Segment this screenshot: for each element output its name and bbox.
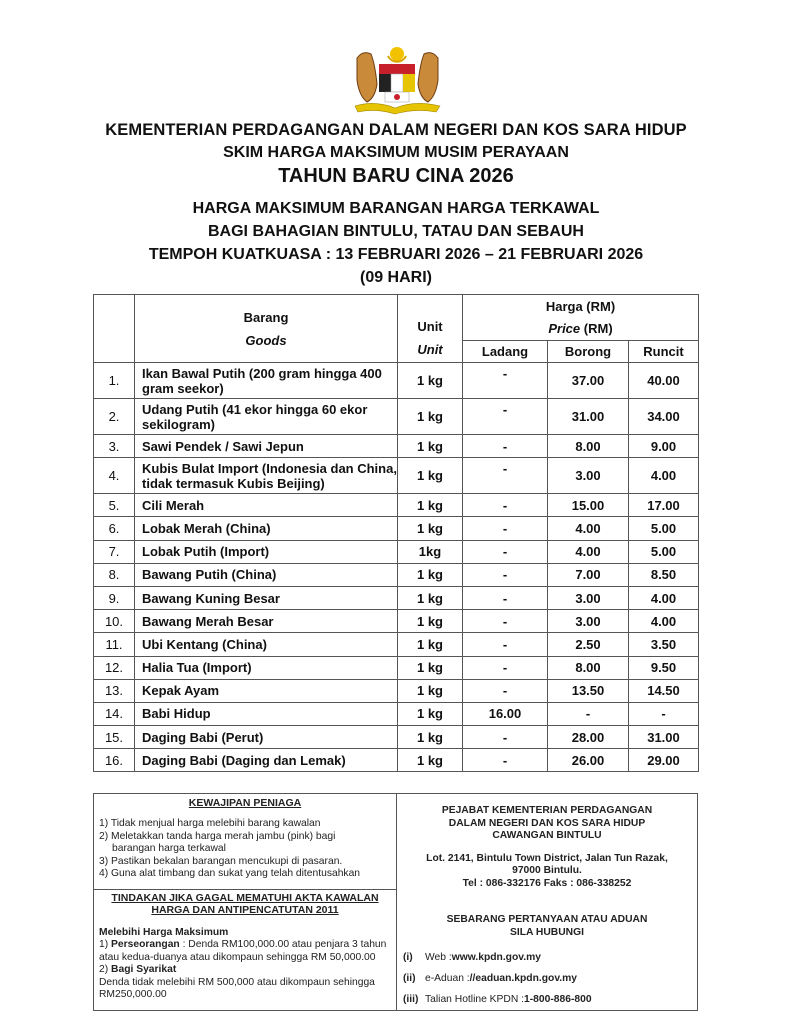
runcit-price: 5.00 bbox=[629, 540, 699, 563]
penalty-company bbox=[99, 964, 392, 977]
office-phone: Tel : 086-332176 Faks : 086-338252 bbox=[462, 877, 632, 889]
row-number: 3. bbox=[94, 435, 135, 458]
table-row bbox=[94, 610, 699, 633]
price-label: Harga (RM) bbox=[545, 298, 616, 314]
runcit-price: 8.50 bbox=[629, 563, 699, 586]
penalties-section bbox=[94, 889, 396, 1002]
contact-web bbox=[397, 951, 697, 964]
ladang-price: - bbox=[463, 517, 548, 540]
table-row bbox=[94, 363, 699, 399]
table-row bbox=[94, 656, 699, 679]
obligation-item: 1) Tidak menjual harga melebihi barang kawalan bbox=[99, 818, 321, 829]
borong-price: 28.00 bbox=[548, 726, 629, 749]
penalty-company-text: Denda tidak melebihi RM 500,000 atau dikompaun sehingga RM250,000.00 bbox=[99, 976, 375, 1000]
borong-price: 2.50 bbox=[548, 633, 629, 656]
contact-block bbox=[397, 914, 697, 1006]
office-line: CAWANGAN BINTULU bbox=[492, 830, 602, 841]
obligations-list bbox=[94, 818, 396, 881]
ladang-price: - bbox=[463, 563, 548, 586]
office-line: DALAM NEGERI DAN KOS SARA HIDUP bbox=[448, 817, 646, 829]
row-number: 1. bbox=[94, 363, 135, 399]
goods-name: Ubi Kentang (China) bbox=[135, 633, 398, 656]
coat-of-arms-icon bbox=[345, 40, 450, 115]
table-row bbox=[94, 726, 699, 749]
goods-name: Sawi Pendek / Sawi Jepun bbox=[135, 435, 398, 458]
header-goods bbox=[135, 295, 398, 363]
trader-obligations-box bbox=[94, 794, 397, 1010]
borong-price: 13.50 bbox=[548, 679, 629, 702]
ladang-price: - bbox=[463, 540, 548, 563]
unit-value: 1 kg bbox=[398, 679, 463, 702]
row-number: 4. bbox=[94, 458, 135, 494]
unit-value: 1 kg bbox=[398, 656, 463, 679]
row-number: 8. bbox=[94, 563, 135, 586]
runcit-price: 4.00 bbox=[629, 610, 699, 633]
runcit-price: 5.00 bbox=[629, 517, 699, 540]
penalties-title-1: TINDAKAN JIKA GAGAL MEMATUHI AKTA KAWALAN bbox=[111, 891, 379, 904]
goods-name: Daging Babi (Perut) bbox=[135, 726, 398, 749]
unit-value: 1 kg bbox=[398, 586, 463, 609]
runcit-price: 3.50 bbox=[629, 633, 699, 656]
eaduan-link[interactable]: //eaduan.kpdn.gov.my bbox=[469, 973, 578, 984]
penalty-prefix: 2) bbox=[99, 964, 112, 975]
borong-price: 7.00 bbox=[548, 563, 629, 586]
hotline-number: 1-800-886-800 bbox=[524, 994, 592, 1005]
borong-price: - bbox=[548, 702, 629, 725]
contact-num: (iii) bbox=[403, 994, 419, 1005]
effective-period: TEMPOH KUATKUASA : 13 FEBRUARI 2026 – 21 FEBRUARI 2026 bbox=[148, 246, 644, 263]
web-link[interactable]: www.kpdn.gov.my bbox=[451, 952, 541, 963]
unit-label: Unit bbox=[417, 318, 443, 334]
obligation-item: 3) Pastikan bekalan barangan mencukupi di pasaran. bbox=[99, 855, 343, 867]
table-row bbox=[94, 540, 699, 563]
price-table bbox=[93, 294, 699, 772]
unit-value: 1 kg bbox=[398, 517, 463, 540]
region-title: BAGI BAHAGIAN BINTULU, TATAU DAN SEBAUH bbox=[208, 223, 584, 240]
festival-title: TAHUN BARU CINA 2026 bbox=[278, 165, 514, 187]
ladang-price: - bbox=[463, 726, 548, 749]
price-label-suffix: (RM) bbox=[580, 320, 613, 336]
office-contact-box bbox=[397, 794, 697, 1010]
goods-name: Lobak Merah (China) bbox=[135, 517, 398, 540]
contact-subtitle: SILA HUBUNGI bbox=[510, 926, 584, 938]
row-number: 16. bbox=[94, 749, 135, 772]
borong-price: 8.00 bbox=[548, 656, 629, 679]
unit-value: 1 kg bbox=[398, 399, 463, 435]
goods-label-en: Goods bbox=[245, 332, 287, 348]
borong-price: 4.00 bbox=[548, 540, 629, 563]
row-number: 7. bbox=[94, 540, 135, 563]
runcit-price: 14.50 bbox=[629, 679, 699, 702]
goods-label: Barang bbox=[243, 309, 289, 325]
ladang-price: - bbox=[463, 679, 548, 702]
borong-price: 3.00 bbox=[548, 458, 629, 494]
office-block bbox=[397, 805, 697, 890]
borong-price: 37.00 bbox=[548, 363, 629, 399]
unit-value: 1 kg bbox=[398, 494, 463, 517]
goods-name: Lobak Putih (Import) bbox=[135, 540, 398, 563]
row-number: 13. bbox=[94, 679, 135, 702]
goods-name: Daging Babi (Daging dan Lemak) bbox=[135, 749, 398, 772]
borong-price: 3.00 bbox=[548, 586, 629, 609]
goods-name: Bawang Kuning Besar bbox=[135, 586, 398, 609]
goods-name: Cili Merah bbox=[135, 494, 398, 517]
contact-num: (ii) bbox=[403, 973, 416, 984]
runcit-price: 40.00 bbox=[629, 363, 699, 399]
contact-num: (i) bbox=[403, 952, 413, 963]
row-number: 11. bbox=[94, 633, 135, 656]
unit-value: 1 kg bbox=[398, 633, 463, 656]
header-number bbox=[94, 295, 135, 363]
borong-price: 4.00 bbox=[548, 517, 629, 540]
obligation-item: 4) Guna alat timbang dan sukat yang telah ditentusahkan bbox=[99, 868, 361, 879]
borong-price: 15.00 bbox=[548, 494, 629, 517]
row-number: 9. bbox=[94, 586, 135, 609]
borong-price: 26.00 bbox=[548, 749, 629, 772]
row-number: 10. bbox=[94, 610, 135, 633]
row-number: 15. bbox=[94, 726, 135, 749]
table-row bbox=[94, 679, 699, 702]
unit-value: 1 kg bbox=[398, 749, 463, 772]
ladang-price: - bbox=[463, 633, 548, 656]
runcit-price: 34.00 bbox=[629, 399, 699, 435]
penalty-prefix: 1) bbox=[99, 939, 112, 950]
penalties-heading: Melebihi Harga Maksimum bbox=[99, 926, 229, 938]
contact-eaduan bbox=[397, 972, 697, 985]
office-line: PEJABAT KEMENTERIAN PERDAGANGAN bbox=[441, 805, 653, 816]
runcit-price: 4.00 bbox=[629, 586, 699, 609]
obligation-item: barangan harga terkawal bbox=[112, 843, 226, 854]
office-postcode: 97000 Bintulu. bbox=[512, 865, 582, 876]
borong-price: 8.00 bbox=[548, 435, 629, 458]
runcit-price: 9.00 bbox=[629, 435, 699, 458]
contact-label: Talian Hotline KPDN : bbox=[425, 994, 525, 1005]
unit-value: 1 kg bbox=[398, 363, 463, 399]
runcit-price: 9.50 bbox=[629, 656, 699, 679]
table-row bbox=[94, 749, 699, 772]
goods-name: Bawang Merah Besar bbox=[135, 610, 398, 633]
contact-label: Web : bbox=[425, 952, 452, 963]
runcit-price: 4.00 bbox=[629, 458, 699, 494]
obligation-item: 2) Meletakkan tanda harga merah jambu (pink) bagi bbox=[99, 830, 336, 842]
ladang-price: - bbox=[463, 363, 548, 399]
ladang-price: 16.00 bbox=[463, 702, 548, 725]
row-number: 6. bbox=[94, 517, 135, 540]
ladang-price: - bbox=[463, 749, 548, 772]
table-row bbox=[94, 399, 699, 435]
runcit-price: 17.00 bbox=[629, 494, 699, 517]
table-row bbox=[94, 494, 699, 517]
ladang-price: - bbox=[463, 435, 548, 458]
ladang-price: - bbox=[463, 656, 548, 679]
goods-name: Ikan Bawal Putih (200 gram hingga 400 gram seekor) bbox=[135, 363, 398, 399]
table-row bbox=[94, 633, 699, 656]
subtitle: HARGA MAKSIMUM BARANGAN HARGA TERKAWAL bbox=[192, 200, 600, 217]
row-number: 14. bbox=[94, 702, 135, 725]
ladang-price: - bbox=[463, 610, 548, 633]
info-boxes bbox=[93, 793, 698, 1011]
contact-label: e-Aduan : bbox=[425, 973, 470, 984]
penalty-label: Bagi Syarikat bbox=[111, 964, 177, 975]
table-row bbox=[94, 517, 699, 540]
goods-name: Kepak Ayam bbox=[135, 679, 398, 702]
contact-title: SEBARANG PERTANYAAN ATAU ADUAN bbox=[446, 914, 648, 925]
table-row bbox=[94, 586, 699, 609]
row-number: 5. bbox=[94, 494, 135, 517]
runcit-price: - bbox=[629, 702, 699, 725]
goods-name: Bawang Putih (China) bbox=[135, 563, 398, 586]
goods-name: Udang Putih (41 ekor hingga 60 ekor sekilogram) bbox=[135, 399, 398, 435]
unit-label-en: Unit bbox=[417, 341, 443, 357]
unit-value: 1 kg bbox=[398, 726, 463, 749]
ladang-price: - bbox=[463, 586, 548, 609]
borong-price: 31.00 bbox=[548, 399, 629, 435]
ladang-price: - bbox=[463, 458, 548, 494]
table-row bbox=[94, 563, 699, 586]
scheme-title: SKIM HARGA MAKSIMUM MUSIM PERAYAAN bbox=[223, 144, 569, 161]
penalty-text: : Denda RM100,000.00 atau penjara 3 tahun atau kedua-duanya atau dikompaun sehingga RM 50,000.00 bbox=[99, 939, 387, 963]
ministry-title: KEMENTERIAN PERDAGANGAN DALAM NEGERI DAN KOS SARA HIDUP bbox=[105, 121, 687, 139]
table-row bbox=[94, 458, 699, 494]
header-unit bbox=[398, 295, 463, 363]
goods-name: Kubis Bulat Import (Indonesia dan China, tidak termasuk Kubis Beijing) bbox=[135, 458, 398, 494]
unit-value: 1kg bbox=[398, 540, 463, 563]
unit-value: 1 kg bbox=[398, 458, 463, 494]
price-label-en: Price bbox=[548, 320, 581, 336]
office-address: Lot. 2141, Bintulu Town District, Jalan Tun Razak, bbox=[426, 852, 668, 864]
goods-name: Babi Hidup bbox=[135, 702, 398, 725]
obligations-title: KEWAJIPAN PENIAGA bbox=[188, 797, 302, 809]
row-number: 2. bbox=[94, 399, 135, 435]
penalty-individual bbox=[99, 939, 392, 964]
unit-value: 1 kg bbox=[398, 435, 463, 458]
duration: (09 HARI) bbox=[359, 269, 432, 286]
ladang-price: - bbox=[463, 494, 548, 517]
goods-name: Halia Tua (Import) bbox=[135, 656, 398, 679]
row-number: 12. bbox=[94, 656, 135, 679]
runcit-price: 31.00 bbox=[629, 726, 699, 749]
penalties-title-2: HARGA DAN ANTIPENCATUTAN 2011 bbox=[151, 903, 339, 916]
contact-hotline bbox=[397, 993, 697, 1006]
unit-value: 1 kg bbox=[398, 563, 463, 586]
header-runcit: Runcit bbox=[629, 341, 699, 363]
header-price bbox=[463, 295, 699, 341]
header-borong: Borong bbox=[548, 341, 629, 363]
table-row bbox=[94, 435, 699, 458]
ladang-price: - bbox=[463, 399, 548, 435]
borong-price: 3.00 bbox=[548, 610, 629, 633]
unit-value: 1 kg bbox=[398, 702, 463, 725]
runcit-price: 29.00 bbox=[629, 749, 699, 772]
penalty-label: Perseorangan bbox=[111, 939, 180, 950]
table-row bbox=[94, 702, 699, 725]
unit-value: 1 kg bbox=[398, 610, 463, 633]
header-ladang: Ladang bbox=[463, 341, 548, 363]
